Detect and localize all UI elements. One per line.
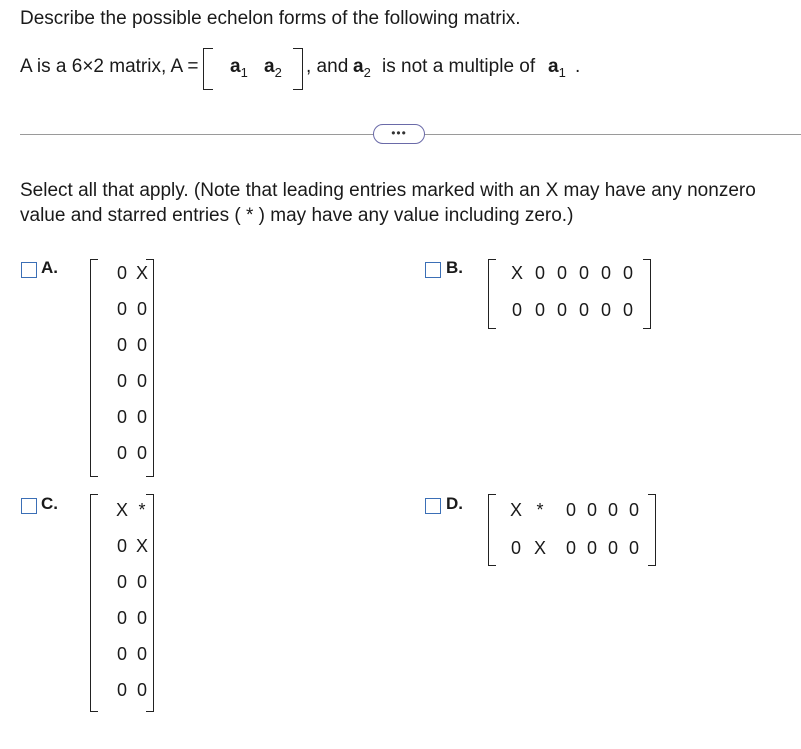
matrix-entry: 0 (600, 300, 611, 320)
matrix-entry: 0 (116, 608, 127, 628)
question-title: Describe the possible echelon forms of the following matrix. (20, 8, 521, 29)
matrix-entry: 0 (136, 371, 147, 391)
matrix-entry: 0 (578, 300, 589, 320)
instructions: Select all that apply. (Note that leading entries marked with an X may have any nonzero value and starred entries ( * ) may have any value including zero.) (20, 180, 756, 226)
question-prefix: A is a 6×2 matrix, A = (20, 56, 199, 77)
matrix-entry: 0 (136, 644, 147, 664)
matrix-entry: 0 (116, 299, 127, 319)
matrix-entry: 0 (607, 500, 618, 520)
vector-a2: $a_2$ (264, 56, 282, 80)
matrix-entry: 0 (586, 538, 597, 558)
question-tail-text: is not a multiple of (382, 56, 536, 77)
matrix-right-bracket (643, 259, 651, 329)
matrix-entry: X (135, 263, 148, 283)
option-a-label[interactable]: A. (41, 258, 58, 277)
matrix-entry: 0 (116, 371, 127, 391)
matrix-entry: X (115, 500, 128, 520)
matrix-entry: X (533, 538, 546, 558)
matrix-entry: 0 (136, 407, 147, 427)
option-c-label[interactable]: C. (41, 494, 58, 513)
option-b-label[interactable]: B. (446, 258, 463, 277)
matrix-entry: X (510, 263, 523, 283)
matrix-entry: 0 (136, 608, 147, 628)
matrix-entry: 0 (116, 536, 127, 556)
matrix-entry: 0 (534, 300, 545, 320)
matrix-entry: 0 (116, 644, 127, 664)
matrix-left-bracket (488, 259, 496, 329)
option-a-checkbox[interactable] (21, 262, 37, 278)
option-c-matrix (90, 494, 154, 712)
matrix-entry: 0 (534, 263, 545, 283)
matrix-entry: 0 (116, 263, 127, 283)
matrix-left-bracket (488, 494, 496, 566)
matrix-entry: 0 (116, 407, 127, 427)
option-a-matrix (90, 259, 154, 477)
matrix-entry: 0 (116, 572, 127, 592)
vector-a2-ref: $a_2$ (353, 56, 371, 80)
matrix-entry: X (509, 500, 522, 520)
option-b-matrix (488, 259, 651, 329)
matrix-entry: 0 (510, 538, 521, 558)
matrix-entry: 0 (116, 443, 127, 463)
matrix-entry: 0 (511, 300, 522, 320)
matrix-entry: 0 (628, 538, 639, 558)
matrix-entry: 0 (116, 680, 127, 700)
matrix-entry: 0 (556, 300, 567, 320)
matrix-entry: X (135, 536, 148, 556)
vector-a1-ref: $a_1$ (548, 56, 566, 80)
inline-matrix-right-bracket (293, 48, 303, 90)
matrix-entry: 0 (136, 299, 147, 319)
vector-a1: $a_1$ (230, 56, 248, 80)
matrix-entry: * (138, 500, 146, 520)
matrix-entry: 0 (136, 335, 147, 355)
matrix-entry: 0 (628, 500, 639, 520)
option-d-matrix (488, 494, 656, 566)
more-button[interactable]: ••• (373, 124, 425, 144)
option-d-checkbox[interactable] (425, 498, 441, 514)
matrix-entry: 0 (622, 300, 633, 320)
matrix-entry: 0 (600, 263, 611, 283)
matrix-entry: 0 (586, 500, 597, 520)
option-b-checkbox[interactable] (425, 262, 441, 278)
matrix-entry: 0 (607, 538, 618, 558)
question-period: . (575, 56, 581, 77)
option-c-checkbox[interactable] (21, 498, 37, 514)
inline-matrix-left-bracket (203, 48, 213, 90)
matrix-entry: 0 (565, 500, 576, 520)
matrix-entry: 0 (565, 538, 576, 558)
question-mid-text: , and (306, 56, 349, 77)
matrix-entry: 0 (136, 680, 147, 700)
matrix-entry: 0 (136, 572, 147, 592)
option-d-label[interactable]: D. (446, 494, 463, 513)
matrix-entry: 0 (556, 263, 567, 283)
matrix-entry: * (536, 500, 544, 520)
matrix-entry: 0 (116, 335, 127, 355)
matrix-left-bracket (90, 259, 98, 477)
matrix-entry: 0 (622, 263, 633, 283)
matrix-right-bracket (648, 494, 656, 566)
matrix-entry: 0 (136, 443, 147, 463)
matrix-left-bracket (90, 494, 98, 712)
matrix-entry: 0 (578, 263, 589, 283)
